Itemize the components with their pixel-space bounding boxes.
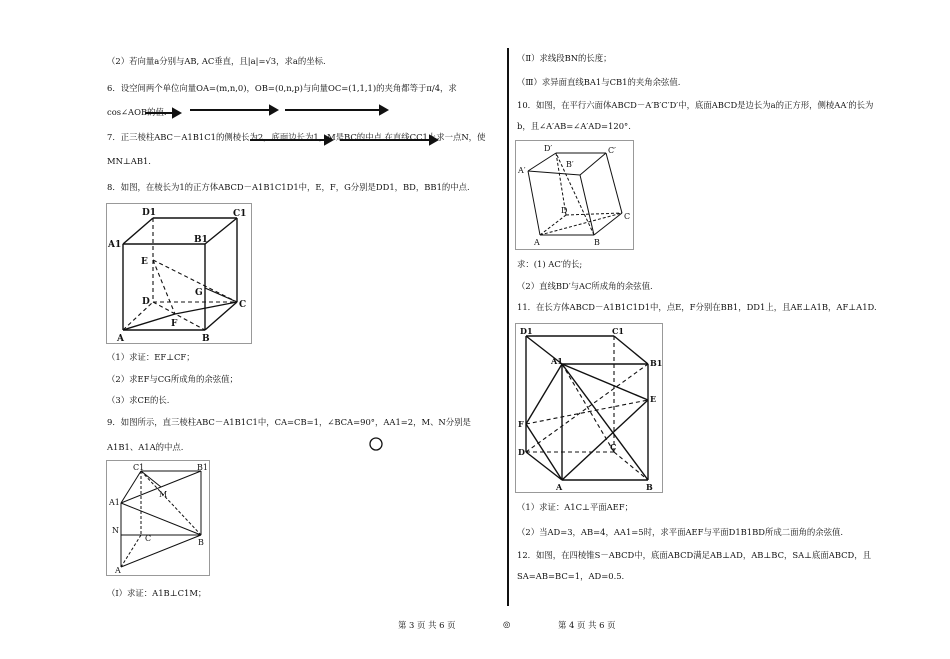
label-A1: A1: [108, 240, 122, 250]
problem-10-q2: （2）直线BD′与AC所成角的余弦值.: [517, 281, 653, 291]
label-C: C: [610, 442, 617, 452]
label-C1: C1: [612, 326, 624, 336]
label-E: E: [650, 394, 657, 404]
problem-8-q3: （3）求CE的长.: [107, 395, 170, 405]
label-F: F: [518, 419, 524, 429]
problem-10-q1: 求：(1) AC′的长;: [517, 259, 583, 269]
problem-8-q1: （1）求证：EF⊥CF；: [107, 352, 195, 362]
label-D: D: [142, 297, 150, 307]
problem-9-q3: （Ⅲ）求异面直线BA1与CB1的夹角余弦值.: [517, 77, 681, 87]
problem-9-q1: （Ⅰ）求证：A1B⊥C1M；: [107, 588, 207, 598]
center-mark: ◎: [503, 619, 511, 629]
circle-mark-icon: [368, 436, 384, 452]
label-A: A: [115, 566, 121, 575]
label-C: C: [624, 212, 631, 221]
problem-7-text: 7．正三棱柱ABC－A1B1C1的侧棱长为2，底面边长为1，M是BC的中点.在直线CC1上求一点N，使: [107, 132, 486, 142]
label-D1: D1: [142, 208, 157, 218]
label-C: C: [239, 300, 247, 310]
problem-8-q2: （2）求EF与CG所成角的余弦值；: [107, 374, 238, 384]
label-B: B: [198, 538, 204, 547]
page-number-right: 第 4 页 共 6 页: [558, 620, 616, 630]
problem-11-q1: （1）求证：A1C⊥平面AEF；: [517, 502, 633, 512]
label-B-prime: B′: [566, 160, 574, 169]
label-M: M: [159, 490, 168, 499]
label-C-prime: C′: [608, 146, 616, 155]
page-number-left: 第 3 页 共 6 页: [398, 620, 456, 630]
label-A1: A1: [109, 498, 120, 507]
label-A1: A1: [551, 356, 563, 366]
problem-12-text: 12．如图，在四棱锥S－ABCD中，底面ABCD满足AB⊥AD，AB⊥BC，SA⊥底面ABCD，且: [517, 550, 872, 560]
problem-11-text: 11．在长方体ABCD－A1B1C1D1中，点E，F分别在BB1，DD1上，且AE⊥A1B，AF⊥A1D.: [517, 302, 877, 312]
problem-9-text: 9．如图所示，直三棱柱ABC－A1B1C1中，CA=CB=1，∠BCA=90°，AA1=2，M、N分别是: [107, 417, 471, 427]
label-E: E: [141, 257, 148, 267]
figure-prism-9: [106, 460, 210, 576]
problem-9-q2: （Ⅱ）求线段BN的长度；: [517, 53, 612, 63]
problem-5-part2: （2）若向量a分别与AB, AC垂直，且|a|=√3，求a的坐标.: [107, 56, 326, 66]
label-A: A: [534, 238, 540, 247]
label-F: F: [171, 319, 178, 329]
label-B1: B1: [650, 358, 662, 368]
label-B1: B1: [194, 235, 208, 245]
label-B: B: [646, 482, 653, 492]
label-B: B: [594, 238, 600, 247]
problem-9-text-cont: A1B1、A1A的中点.: [107, 442, 184, 452]
problem-11-q2: （2）当AD=3，AB=4，AA1=5时，求平面AEF与平面D1B1BD所成二面角的余弦值.: [517, 527, 844, 537]
label-C: C: [145, 534, 152, 543]
label-N: N: [112, 526, 119, 535]
figure-cube-8: [106, 203, 252, 344]
problem-10-text-cont: b，且∠A′AB=∠A′AD=120°.: [517, 121, 631, 131]
label-D1: D1: [520, 326, 533, 336]
label-A: A: [117, 334, 124, 343]
problem-8-text: 8．如图，在棱长为1的正方体ABCD－A1B1C1D1中，E，F，G分别是DD1，BD，BB1的中点.: [107, 182, 470, 192]
problem-12-text-cont: SA=AB=BC=1，AD=0.5.: [517, 571, 625, 581]
label-G: G: [195, 288, 203, 298]
label-C1: C1: [233, 209, 247, 219]
label-B: B: [202, 334, 210, 343]
label-A: A: [556, 482, 563, 492]
label-B1: B1: [197, 463, 208, 472]
label-D: D: [561, 206, 568, 215]
label-A-prime: A′: [518, 166, 526, 175]
label-D-prime: D′: [544, 144, 553, 153]
problem-7-text-cont: MN⊥AB1.: [107, 156, 151, 166]
problem-6-text-cont: cos∠AOB的值.: [107, 107, 167, 117]
label-C1: C1: [133, 463, 145, 472]
figure-box-11: [515, 323, 663, 493]
label-D: D: [518, 447, 525, 457]
problem-10-text: 10．如图，在平行六面体ABCD－A′B′C′D′中，底面ABCD是边长为a的正方形，侧棱AA′的长为: [517, 100, 874, 110]
figure-parallelepiped-10: [515, 140, 634, 250]
problem-6-text: 6．设空间两个单位向量OA=(m,n,0)，OB=(0,n,p)与向量OC=(1,1,1)的夹角都等于π/4，求: [107, 83, 457, 93]
column-divider: [507, 48, 509, 606]
